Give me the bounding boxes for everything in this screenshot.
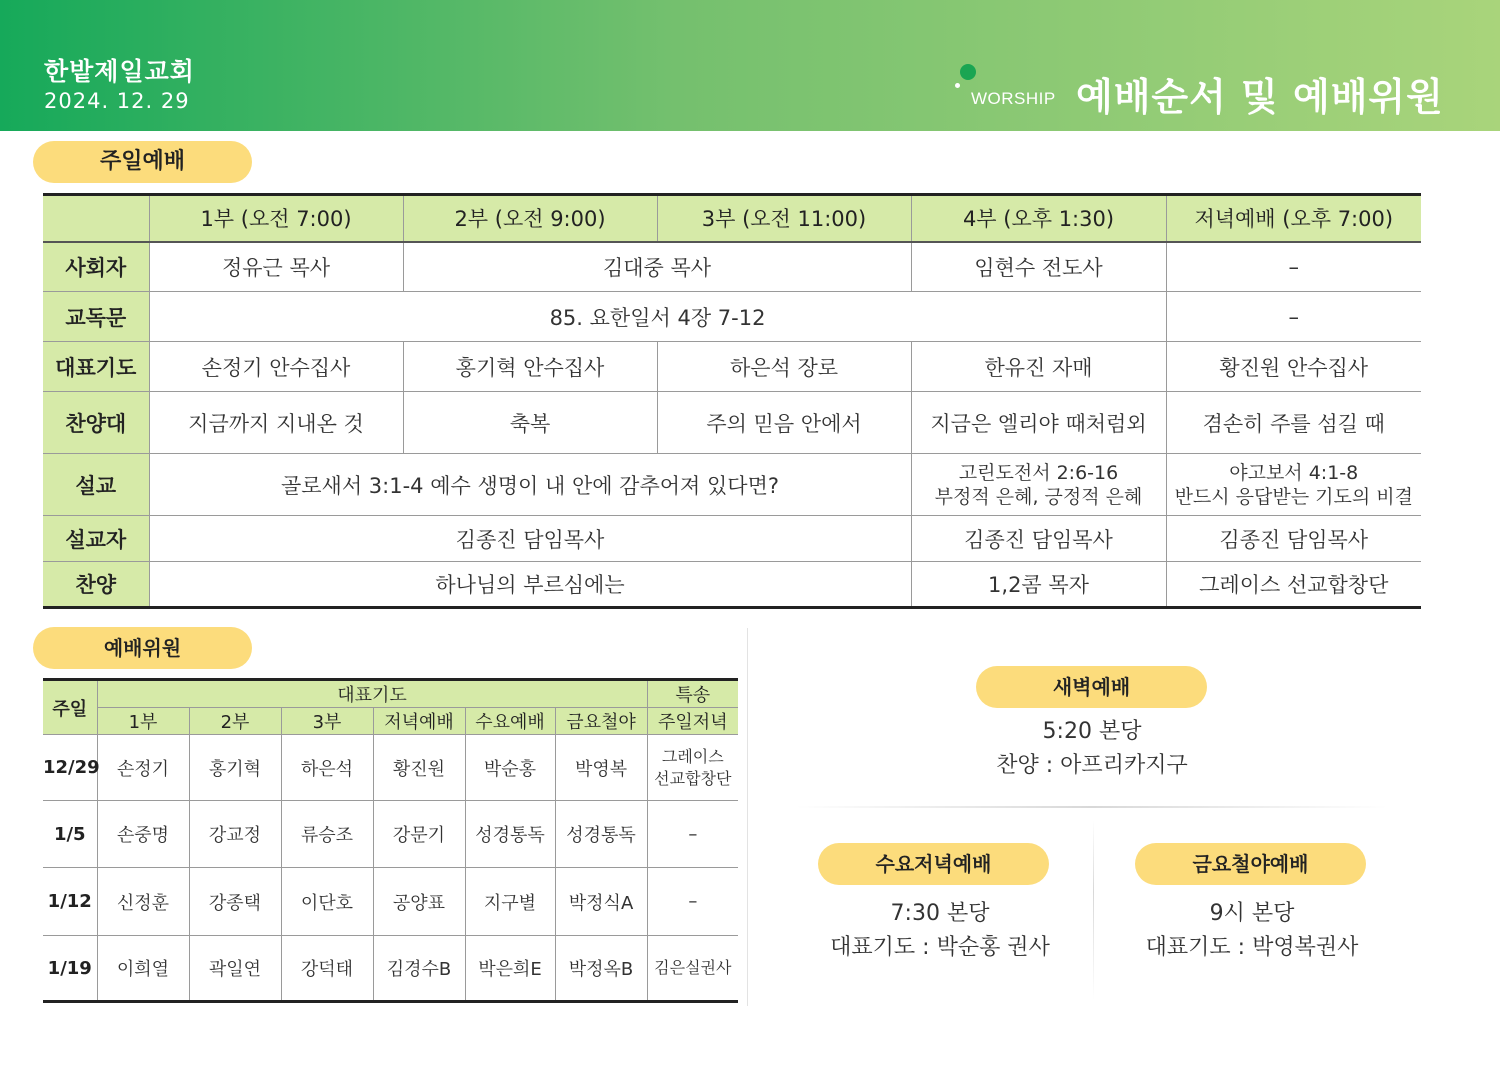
table-cell: 홍기혁 — [189, 735, 281, 801]
column-header: 대표기도 — [97, 680, 647, 708]
table-row — [43, 292, 1421, 342]
table-cell: 이희열 — [97, 936, 189, 1002]
dawn-praise: 찬양 : 아프리카지구 — [996, 753, 1188, 778]
week-cell: 1/12 — [43, 868, 97, 936]
special-line: 선교합창단 — [654, 768, 732, 788]
column-header: 3부 — [281, 708, 373, 735]
table-cell: 1,2콤 목자 — [911, 562, 1166, 608]
week-cell: 1/19 — [47, 957, 92, 979]
table-cell: 박순홍 — [465, 735, 555, 801]
table-cell: 임현수 전도사 — [911, 242, 1166, 292]
sermon-passage: 고린도전서 2:6-16 — [958, 461, 1119, 484]
table-cell: 성경통독 — [465, 801, 555, 868]
table-cell: 황진원 안수집사 — [1166, 342, 1421, 392]
table-row — [43, 735, 738, 801]
table-row — [43, 562, 1421, 608]
table-cell — [647, 735, 738, 801]
table-cell: 주의 믿음 안에서 — [657, 392, 911, 454]
row-label: 대표기도 — [43, 342, 149, 392]
table-cell: 박은희E — [465, 936, 555, 1002]
sermon-title: 반드시 응답받는 기도의 비결 — [1174, 485, 1413, 508]
sermon-title: 부정적 은혜, 긍정적 은혜 — [934, 485, 1143, 508]
divider — [1093, 820, 1094, 1000]
special-line: 그레이스 — [661, 746, 724, 766]
table-cell: – — [1166, 242, 1421, 292]
sermon-passage: 야고보서 4:1-8 — [1229, 461, 1359, 484]
table-cell: 지금은 엘리야 때처럼외 — [911, 392, 1166, 454]
row-label: 찬양대 — [43, 392, 149, 454]
section-label-wednesday: 수요저녁예배 — [818, 843, 1049, 885]
column-header: 특송 — [647, 680, 738, 708]
table-row — [43, 342, 1421, 392]
column-header: 2부 (오전 9:00) — [403, 195, 657, 242]
table-row — [43, 454, 1421, 516]
worship-label: WORSHIP — [971, 89, 1056, 108]
friday-time: 9시 본당 — [1209, 901, 1295, 926]
table-cell: – — [647, 868, 738, 936]
table-cell: 공양표 — [373, 868, 465, 936]
table-cell: 신정훈 — [97, 868, 189, 936]
sunday-service-table — [43, 193, 1421, 609]
table-row — [43, 801, 738, 868]
row-label: 설교 — [43, 454, 149, 516]
bulletin-date: 2024. 12. 29 — [44, 89, 190, 113]
table-cell: 김종진 담임목사 — [911, 516, 1166, 562]
table-cell: 그레이스 선교합창단 — [1166, 562, 1421, 608]
column-header: 2부 — [189, 708, 281, 735]
table-cell: 정유근 목사 — [149, 242, 403, 292]
table-cell: – — [647, 801, 738, 868]
page-header — [0, 0, 1500, 131]
table-header-row — [43, 680, 738, 708]
table-cell: 강종택 — [189, 868, 281, 936]
table-cell: 지금까지 지내온 것 — [149, 392, 403, 454]
section-label-members: 예배위원 — [33, 627, 252, 669]
divider — [796, 806, 1388, 808]
table-header-row — [43, 195, 1421, 242]
table-cell: 85. 요한일서 4장 7-12 — [149, 292, 1166, 342]
church-name: 한밭제일교회 — [44, 57, 195, 86]
table-cell — [1166, 454, 1421, 516]
table-row — [43, 868, 738, 936]
row-label: 설교자 — [43, 516, 149, 562]
table-cell: 강교정 — [189, 801, 281, 868]
members-table — [43, 678, 738, 1003]
table-cell: 홍기혁 안수집사 — [403, 342, 657, 392]
table-cell: 곽일연 — [189, 936, 281, 1002]
week-cell: 1/5 — [43, 801, 97, 868]
table-cell: – — [1166, 292, 1421, 342]
column-header: 1부 — [97, 708, 189, 735]
page-title: 예배순서 및 예배위원 — [1076, 75, 1444, 119]
wednesday-time: 7:30 본당 — [890, 901, 990, 926]
table-cell: 성경통독 — [555, 801, 647, 868]
table-cell: 박영복 — [555, 735, 647, 801]
column-header: 주일 — [43, 680, 97, 735]
table-header-row — [43, 708, 738, 735]
friday-prayer: 대표기도 : 박영복권사 — [1145, 935, 1359, 960]
friday-info — [1100, 897, 1404, 965]
corner-cell — [43, 195, 149, 242]
table-cell: 한유진 자매 — [911, 342, 1166, 392]
column-header: 수요예배 — [465, 708, 555, 735]
dawn-info — [940, 715, 1244, 783]
table-cell: 축복 — [403, 392, 657, 454]
green-dot-icon — [960, 64, 976, 80]
table-cell: 강문기 — [373, 801, 465, 868]
row-label: 찬양 — [43, 562, 149, 608]
table-row — [43, 936, 738, 1002]
table-cell: 박정식A — [555, 868, 647, 936]
column-header: 1부 (오전 7:00) — [149, 195, 403, 242]
table-cell: 김종진 담임목사 — [149, 516, 911, 562]
decor-dot-icon — [955, 83, 960, 88]
table-row — [43, 242, 1421, 292]
dawn-time: 5:20 본당 — [1042, 719, 1142, 744]
table-cell: 골로새서 3:1-4 예수 생명이 내 안에 감추어져 있다면? — [149, 454, 911, 516]
table-cell: 하은석 장로 — [657, 342, 911, 392]
wednesday-info — [788, 897, 1092, 965]
table-cell: 김대중 목사 — [403, 242, 911, 292]
table-cell: 하은석 — [281, 735, 373, 801]
section-label-friday: 금요철야예배 — [1135, 843, 1366, 885]
week-cell: 12/29 — [43, 735, 97, 801]
table-cell: 류승조 — [281, 801, 373, 868]
column-header: 3부 (오전 11:00) — [657, 195, 911, 242]
table-cell: 김은실권사 — [647, 936, 738, 1002]
table-row — [43, 392, 1421, 454]
table-row — [43, 516, 1421, 562]
table-cell: 박정옥B — [555, 936, 647, 1002]
divider — [747, 628, 748, 1006]
table-cell: 김종진 담임목사 — [1166, 516, 1421, 562]
table-cell: 하나님의 부르심에는 — [149, 562, 911, 608]
column-header: 금요철야 — [555, 708, 647, 735]
table-cell: 손정기 — [97, 735, 189, 801]
table-cell: 이단호 — [281, 868, 373, 936]
wednesday-prayer: 대표기도 : 박순홍 권사 — [830, 935, 1050, 960]
table-cell: 김경수B — [373, 936, 465, 1002]
column-header: 주일저녁 — [647, 708, 738, 735]
table-cell: 손중명 — [97, 801, 189, 868]
section-label-sunday: 주일예배 — [33, 141, 252, 183]
column-header: 저녁예배 (오후 7:00) — [1166, 195, 1421, 242]
table-cell: 지구별 — [465, 868, 555, 936]
table-cell: 황진원 — [373, 735, 465, 801]
row-label: 사회자 — [43, 242, 149, 292]
column-header: 4부 (오후 1:30) — [911, 195, 1166, 242]
table-cell: 겸손히 주를 섬길 때 — [1166, 392, 1421, 454]
table-cell: 손정기 안수집사 — [149, 342, 403, 392]
table-cell — [911, 454, 1166, 516]
column-header: 저녁예배 — [373, 708, 465, 735]
row-label: 교독문 — [43, 292, 149, 342]
table-cell: 강덕태 — [281, 936, 373, 1002]
section-label-dawn: 새벽예배 — [976, 666, 1207, 708]
